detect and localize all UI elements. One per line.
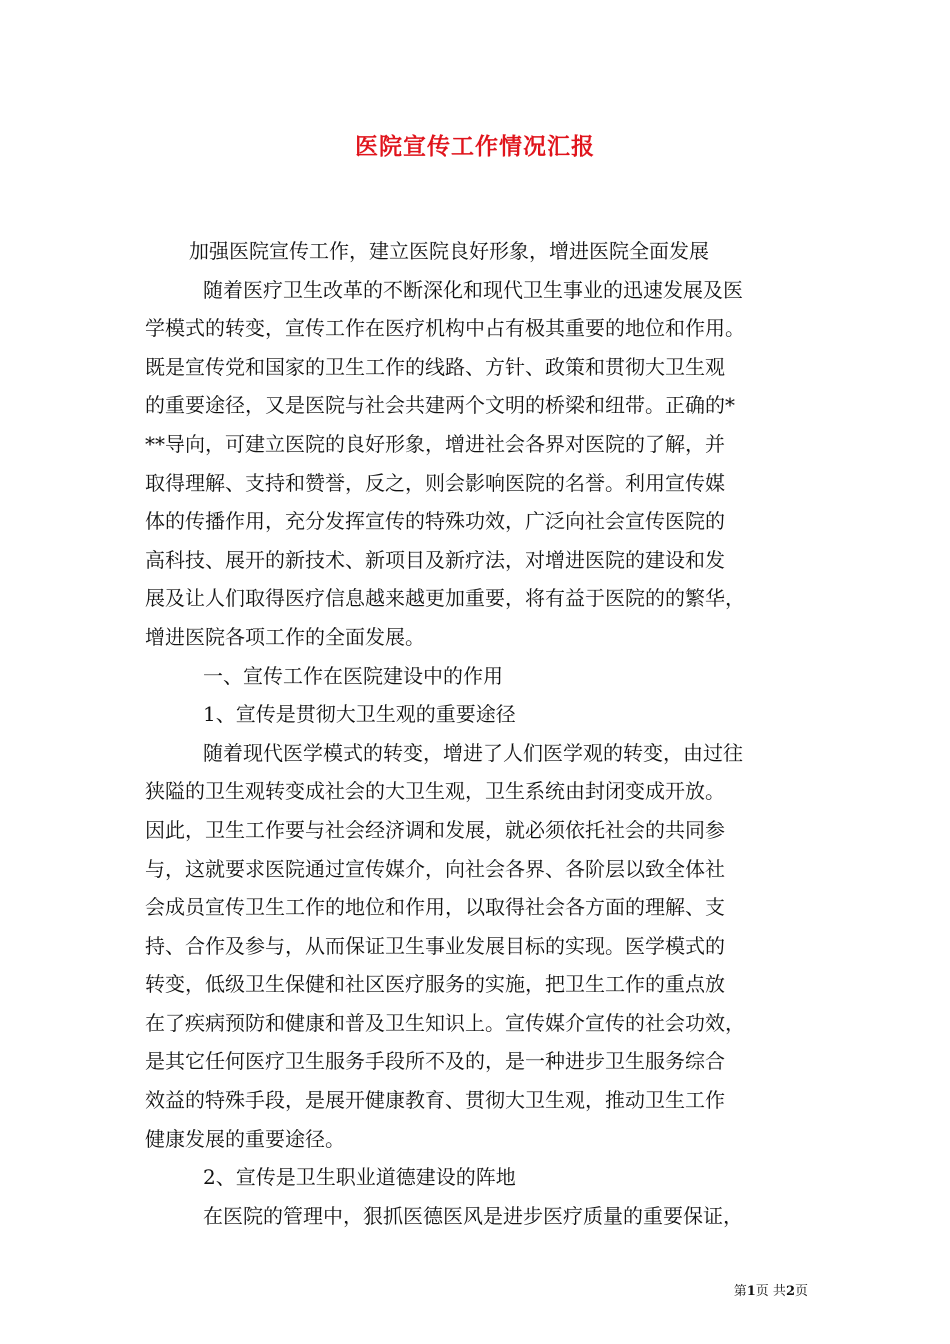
paragraph-line: 取得理解、支持和赞誉，反之，则会影响医院的名誉。利用宣传媒 <box>145 470 725 495</box>
paragraph-line: 转变，低级卫生保健和社区医疗服务的实施，把卫生工作的重点放 <box>145 972 725 997</box>
page-footer <box>734 1280 808 1299</box>
section-heading: 一、宣传工作在医院建设中的作用 <box>203 663 503 688</box>
footer-suffix: 页 <box>794 1284 808 1299</box>
subsection-heading: 2、宣传是卫生职业道德建设的阵地 <box>203 1165 516 1190</box>
paragraph-line: 高科技、展开的新技术、新项目及新疗法，对增进医院的建设和发 <box>145 547 725 572</box>
paragraph-line: 与，这就要求医院通过宣传媒介，向社会各界、各阶层以致全体社 <box>145 856 725 881</box>
paragraph-line: 因此，卫生工作要与社会经济调和发展，就必须依托社会的共同参 <box>145 817 725 842</box>
paragraph-line: 会成员宣传卫生工作的地位和作用，以取得社会各方面的理解、支 <box>145 895 725 920</box>
paragraph-line: 随着现代医学模式的转变，增进了人们医学观的转变，由过往 <box>203 740 743 765</box>
paragraph-line: 在医院的管理中，狠抓医德医风是进步医疗质量的重要保证， <box>203 1203 743 1228</box>
paragraph-line: 既是宣传党和国家的卫生工作的线路、方针、政策和贯彻大卫生观 <box>145 354 725 379</box>
paragraph-line: 学模式的转变，宣传工作在医疗机构中占有极其重要的地位和作用。 <box>145 316 745 341</box>
paragraph-line: 是其它任何医疗卫生服务手段所不及的，是一种进步卫生服务综合 <box>145 1049 725 1074</box>
paragraph-line: 增进医院各项工作的全面发展。 <box>145 624 425 649</box>
footer-total-pages: 2 <box>785 1284 795 1299</box>
paragraph-line: 展及让人们取得医疗信息越来越更加重要，将有益于医院的的繁华， <box>145 586 745 611</box>
paragraph-line: 健康发展的重要途径。 <box>145 1126 345 1151</box>
paragraph-line: 在了疾病预防和健康和普及卫生知识上。宣传媒介宣传的社会功效， <box>145 1010 745 1035</box>
paragraph-line: 效益的特殊手段，是展开健康教育、贯彻大卫生观，推动卫生工作 <box>145 1088 725 1113</box>
document-title: 医院宣传工作情况汇报 <box>355 133 595 160</box>
paragraph-line: **导向，可建立医院的良好形象，增进社会各界对医院的了解，并 <box>145 431 725 456</box>
document-body <box>145 232 810 1235</box>
paragraph-line: 体的传播作用，充分发挥宣传的特殊功效，广泛向社会宣传医院的 <box>145 509 725 534</box>
footer-current-page: 1 <box>746 1284 756 1299</box>
paragraph-line: 狭隘的卫生观转变成社会的大卫生观，卫生系统由封闭变成开放。 <box>145 779 725 804</box>
paragraph-line: 的重要途径，又是医院与社会共建两个文明的桥梁和纽带。正确的* <box>145 393 735 418</box>
paragraph-line: 持、合作及参与，从而保证卫生事业发展目标的实现。医学模式的 <box>145 933 725 958</box>
subsection-heading: 1、宣传是贯彻大卫生观的重要途径 <box>203 702 516 727</box>
footer-prefix: 第 <box>733 1284 747 1299</box>
paragraph-line: 随着医疗卫生改革的不断深化和现代卫生事业的迅速发展及医 <box>203 277 743 302</box>
footer-middle: 页 共 <box>755 1284 786 1299</box>
paragraph-line-subtitle: 加强医院宣传工作，建立医院良好形象，增进医院全面发展 <box>189 239 709 263</box>
